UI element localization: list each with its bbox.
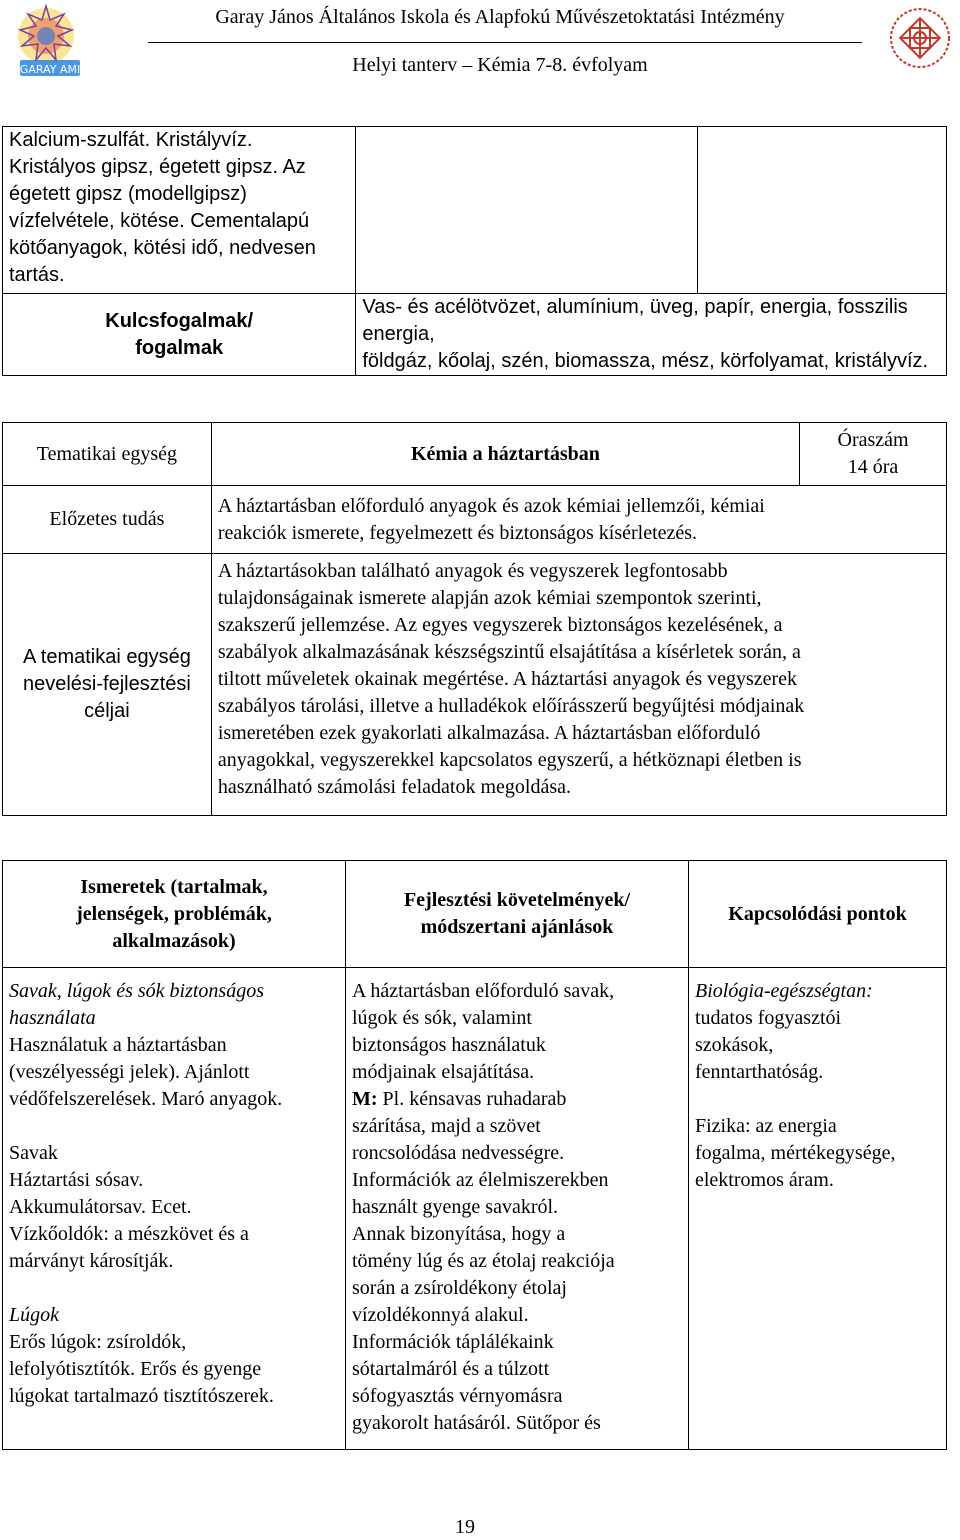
page-number: 19 — [455, 1516, 475, 1538]
key-concepts-label: Kulcsfogalmak/ fogalmak — [3, 294, 356, 376]
hours-value: 14 óra — [847, 456, 899, 478]
content-cell — [3, 127, 356, 294]
key-concepts-text: Vas- és acélötvözet, alumínium, üveg, papír, energia, fosszilis energia, földgáz, kőolaj, szén, biomassza, mész, körfolyamat, kristályvíz. — [356, 294, 947, 376]
method-label: M: — [352, 1088, 378, 1110]
thematic-unit-table — [2, 422, 947, 816]
knowledge-cell: Savak, lúgok és sók biztonságos használata Használatuk a háztartásban (veszélyességi jelek). Ajánlott védőfelszerelések. Maró anyagok. Savak Háztartási sósav. Akkumulátorsav. Ecet. Vízkőoldók: a mészkövet és a márványt károsítják. Lúgok Erős lúgok: zsíroldók, lefolyótisztítók. Erős és gyenge lúgokat tartalmazó tisztítószerek. — [3, 968, 346, 1450]
content-table — [2, 860, 947, 1450]
connections-cell: Biológia-egészségtan: tudatos fogyasztói szokások, fenntarthatóság. Fizika: az energia fogalma, mértékegysége, elektromos áram. — [689, 968, 947, 1450]
requirements-cell: A háztartásban előforduló savak, lúgok és sók, valamint biztonságos használatuk módjainak elsajátítása. M: Pl. kénsavas ruhadarab szárítása, majd a szövet roncsolódása nedvességre. Információk az élelmiszerekben használt gyenge savakról. Annak bizonyítása, hogy a tömény lúg és az étolaj reakciója során a zsíroldékony étolaj vízoldékonnyá alakul. Információk táplálékaink sótartalmáról és a túlzott sófogyasztás vérnyomásra gyakorolt hatásáról. Sütőpor és — [346, 968, 689, 1450]
column-header-connections: Kapcsolódási pontok — [689, 861, 947, 968]
content-line: tartás. — [9, 264, 65, 286]
empty-cell — [356, 127, 697, 294]
biology-title: Biológia-egészségtan: — [695, 980, 873, 1002]
hours-label: Óraszám — [837, 429, 909, 451]
goals-label: A tematikai egység nevelési-fejlesztési céljai — [3, 554, 212, 816]
thematic-unit-title: Kémia a háztartásban — [211, 423, 799, 486]
content-line: Kalcium-szulfát. Kristályvíz. — [9, 129, 253, 151]
content-line: kötőanyagok, kötési idő, nedvesen — [9, 237, 316, 259]
acids-title: Savak — [9, 1142, 58, 1164]
thematic-unit-label: Tematikai egység — [3, 423, 212, 486]
prior-knowledge-label: Előzetes tudás — [3, 486, 212, 554]
section-title: Savak, lúgok és sók biztonságos — [9, 980, 264, 1002]
empty-cell — [697, 127, 946, 294]
header-divider — [148, 42, 862, 43]
hours-cell — [800, 423, 947, 486]
school-emblem-right — [888, 6, 952, 70]
content-line: égetett gipsz (modellgipsz) — [9, 183, 247, 205]
curriculum-subtitle: Helyi tanterv – Kémia 7-8. évfolyam — [352, 54, 648, 76]
school-name: Garay János Általános Iskola és Alapfokú Művészetoktatási Intézmény — [215, 6, 785, 28]
column-header-knowledge: Ismeretek (tartalmak, jelenségek, problémák, alkalmazások) — [3, 861, 346, 968]
goals-text: A háztartásokban található anyagok és vegyszerek legfontosabb tulajdonságainak ismerete alapján azok kémiai szempontok szerinti, szakszerű jellemzése. Az egyes vegyszerek biztonságos kezelésének, a szabályok alkalmazásának készségszintű elsajátítása a kísérletek során, a tiltott műveletek okainak megértése. A háztartási anyagok és vegyszerek szabályos tárolási, illetve a hulladékok előírásszerű begyűjtési módjainak ismeretében ezek gyakorlati alkalmazása. A háztartásban előforduló anyagokkal, vegyszerekkel kapcsolatos egyszerű, a hétköznapi életben is használható számolási feladatok megoldása. — [211, 554, 946, 816]
section-title: használata — [9, 1007, 96, 1029]
bases-title: Lúgok — [9, 1304, 59, 1326]
content-line: vízfelvétele, kötése. Cementalapú — [9, 210, 310, 232]
logo-text: GARAY AMI — [19, 63, 81, 76]
column-header-requirements: Fejlesztési követelmények/ módszertani ajánlások — [346, 861, 689, 968]
previous-section-table — [2, 126, 947, 376]
prior-knowledge-text: A háztartásban előforduló anyagok és azok kémiai jellemzői, kémiai reakciók ismerete, fegyelmezett és biztonságos kísérletezés. — [211, 486, 946, 554]
content-line: Kristályos gipsz, égetett gipsz. Az — [9, 156, 306, 178]
school-logo-left — [6, 2, 90, 82]
